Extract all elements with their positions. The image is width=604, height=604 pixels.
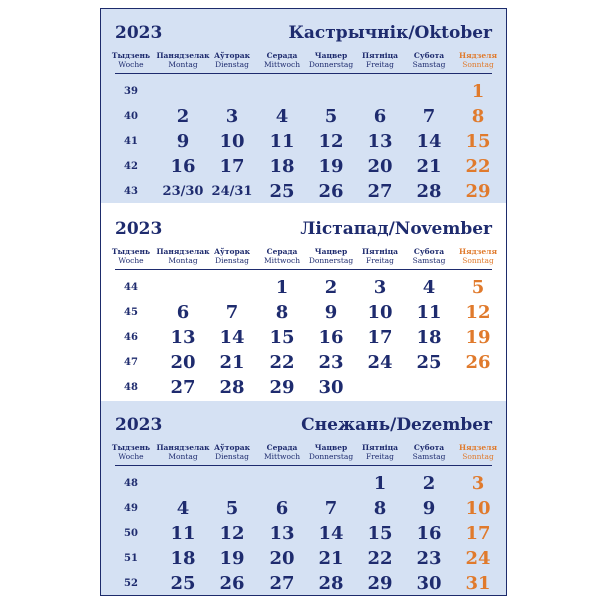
year-label: 2023	[115, 23, 163, 43]
day-cell: 20	[170, 352, 196, 373]
week-number: 39	[124, 86, 138, 97]
weekday-name-by: Чацвер	[314, 51, 348, 60]
day-cell: 29	[465, 181, 491, 202]
month-panel-november	[101, 205, 506, 399]
day-cell: 15	[367, 523, 393, 544]
month-title: Снежань/Dezember	[301, 415, 492, 435]
day-cell: 4	[422, 277, 436, 298]
weekday-name-by: Аўторак	[213, 443, 251, 452]
day-cell: 17	[219, 156, 245, 177]
day-cell: 24	[367, 352, 393, 373]
week-number: 44	[124, 282, 138, 293]
day-cell: 29	[269, 377, 295, 398]
day-cell: 19	[219, 548, 245, 569]
day-cell: 6	[275, 498, 289, 519]
weekday-name-de: Freitag	[366, 256, 394, 265]
day-cell: 15	[465, 131, 491, 152]
month-title: Лістапад/November	[300, 219, 492, 239]
month-title: Кастрычнік/Oktober	[288, 23, 492, 43]
weekday-name-by: Нядзеля	[458, 51, 497, 60]
weekday-header	[103, 247, 159, 265]
weekday-name-by: Чацвер	[314, 247, 348, 256]
day-cell: 1	[471, 81, 485, 102]
weekday-name-by: Тыдзень	[111, 247, 151, 256]
weekday-name-de: Sonntag	[462, 256, 494, 265]
day-cell: 7	[422, 106, 436, 127]
day-cell: 8	[275, 302, 289, 323]
day-cell: 28	[416, 181, 442, 202]
year-label: 2023	[115, 219, 163, 239]
weekday-name-de: Freitag	[366, 60, 394, 69]
week-number: 41	[124, 136, 138, 147]
weekday-header	[155, 51, 211, 69]
weekday-header	[401, 443, 457, 461]
weekday-header	[401, 247, 457, 265]
weekday-header	[254, 443, 310, 461]
week-number: 43	[124, 186, 138, 197]
day-cell: 16	[170, 156, 196, 177]
day-cell: 25	[269, 181, 295, 202]
day-cell: 16	[318, 327, 344, 348]
week-number: 40	[124, 111, 138, 122]
weekday-name-by: Панядзелак	[156, 51, 210, 60]
day-cell: 5	[471, 277, 485, 298]
week-number: 48	[124, 382, 138, 393]
day-cell: 30	[318, 377, 344, 398]
weekday-name-by: Серада	[266, 443, 298, 452]
weekday-header	[254, 247, 310, 265]
day-cell: 12	[318, 131, 344, 152]
weekday-header	[303, 247, 359, 265]
day-cell: 27	[367, 181, 393, 202]
day-cell: 20	[367, 156, 393, 177]
weekday-name-de: Mittwoch	[263, 256, 301, 265]
weekday-name-by: Аўторак	[213, 51, 251, 60]
weekday-name-de: Freitag	[366, 452, 394, 461]
weekday-name-de: Montag	[168, 60, 198, 69]
weekday-header	[155, 247, 211, 265]
weekday-name-de: Sonntag	[462, 60, 494, 69]
day-cell: 12	[219, 523, 245, 544]
day-cell: 7	[324, 498, 338, 519]
day-cell: 22	[465, 156, 491, 177]
day-cell: 11	[416, 302, 442, 323]
day-cell: 31	[465, 573, 491, 594]
weekday-name-de: Woche	[118, 452, 144, 461]
weekday-header	[352, 51, 408, 69]
weekday-header	[352, 443, 408, 461]
weekday-header	[303, 51, 359, 69]
weekday-name-de: Dienstag	[215, 60, 249, 69]
weekday-header	[303, 443, 359, 461]
day-cell: 28	[318, 573, 344, 594]
week-number: 52	[124, 578, 138, 589]
week-number: 50	[124, 528, 138, 539]
weekday-name-by: Нядзеля	[458, 443, 497, 452]
day-cell: 20	[269, 548, 295, 569]
weekday-name-by: Серада	[266, 51, 298, 60]
weekday-header	[450, 443, 506, 461]
weekday-header	[450, 247, 506, 265]
weekday-name-by: Пятніца	[361, 51, 398, 60]
weekday-header	[401, 51, 457, 69]
weekday-header	[450, 51, 506, 69]
day-cell: 7	[225, 302, 239, 323]
weekday-name-by: Тыдзень	[111, 443, 151, 452]
day-cell: 11	[269, 131, 295, 152]
weekday-name-de: Donnerstag	[308, 452, 354, 461]
day-cell: 13	[269, 523, 295, 544]
day-cell: 22	[269, 352, 295, 373]
day-cell: 23/30	[162, 184, 204, 199]
day-cell: 5	[225, 498, 239, 519]
weekday-name-by: Субота	[413, 247, 445, 256]
weekday-name-by: Серада	[266, 247, 298, 256]
weekday-name-by: Тыдзень	[111, 51, 151, 60]
week-number: 45	[124, 307, 138, 318]
weekday-name-de: Donnerstag	[308, 60, 354, 69]
weekday-name-by: Пятніца	[361, 443, 398, 452]
day-cell: 4	[176, 498, 190, 519]
day-cell: 13	[367, 131, 393, 152]
weekday-name-de: Donnerstag	[308, 256, 354, 265]
weekday-header	[204, 443, 260, 461]
day-cell: 10	[367, 302, 393, 323]
weekday-header	[204, 247, 260, 265]
day-cell: 11	[170, 523, 196, 544]
weekday-name-by: Панядзелак	[156, 247, 210, 256]
day-cell: 13	[170, 327, 196, 348]
weekday-header	[103, 51, 159, 69]
day-cell: 24/31	[211, 184, 253, 199]
day-cell: 3	[471, 473, 485, 494]
day-cell: 18	[170, 548, 196, 569]
day-cell: 12	[465, 302, 491, 323]
day-cell: 21	[416, 156, 442, 177]
weekday-name-de: Mittwoch	[263, 452, 301, 461]
day-cell: 1	[373, 473, 387, 494]
weekday-name-by: Чацвер	[314, 443, 348, 452]
day-cell: 9	[324, 302, 338, 323]
weekday-name-de: Montag	[168, 452, 198, 461]
year-label: 2023	[115, 415, 163, 435]
day-cell: 10	[219, 131, 245, 152]
day-cell: 2	[422, 473, 436, 494]
week-number: 48	[124, 478, 138, 489]
day-cell: 8	[373, 498, 387, 519]
day-cell: 27	[269, 573, 295, 594]
day-cell: 29	[367, 573, 393, 594]
header-divider	[115, 73, 492, 74]
day-cell: 5	[324, 106, 338, 127]
day-cell: 18	[416, 327, 442, 348]
day-cell: 24	[465, 548, 491, 569]
day-cell: 3	[225, 106, 239, 127]
day-cell: 26	[219, 573, 245, 594]
day-cell: 17	[367, 327, 393, 348]
day-cell: 30	[416, 573, 442, 594]
day-cell: 19	[465, 327, 491, 348]
day-cell: 14	[318, 523, 344, 544]
day-cell: 17	[465, 523, 491, 544]
weekday-name-de: Woche	[118, 60, 144, 69]
month-panel-december	[101, 401, 506, 595]
weekday-header	[103, 443, 159, 461]
day-cell: 15	[269, 327, 295, 348]
day-cell: 22	[367, 548, 393, 569]
weekday-name-de: Dienstag	[215, 452, 249, 461]
day-cell: 3	[373, 277, 387, 298]
weekday-name-de: Montag	[168, 256, 198, 265]
day-cell: 1	[275, 277, 289, 298]
day-cell: 18	[269, 156, 295, 177]
weekday-name-de: Samstag	[412, 60, 446, 69]
weekday-name-de: Sonntag	[462, 452, 494, 461]
day-cell: 2	[324, 277, 338, 298]
day-cell: 26	[318, 181, 344, 202]
weekday-name-de: Dienstag	[215, 256, 249, 265]
day-cell: 27	[170, 377, 196, 398]
weekday-name-by: Субота	[413, 443, 445, 452]
day-cell: 21	[219, 352, 245, 373]
weekday-name-de: Woche	[118, 256, 144, 265]
week-number: 47	[124, 357, 138, 368]
weekday-name-by: Панядзелак	[156, 443, 210, 452]
header-divider	[115, 465, 492, 466]
weekday-name-by: Нядзеля	[458, 247, 497, 256]
day-cell: 10	[465, 498, 491, 519]
calendar-sheet	[100, 8, 507, 596]
header-divider	[115, 269, 492, 270]
day-cell: 8	[471, 106, 485, 127]
week-number: 42	[124, 161, 138, 172]
day-cell: 2	[176, 106, 190, 127]
day-cell: 19	[318, 156, 344, 177]
day-cell: 26	[465, 352, 491, 373]
day-cell: 6	[176, 302, 190, 323]
day-cell: 23	[416, 548, 442, 569]
weekday-name-by: Субота	[413, 51, 445, 60]
week-number: 49	[124, 503, 138, 514]
day-cell: 16	[416, 523, 442, 544]
day-cell: 23	[318, 352, 344, 373]
weekday-header	[254, 51, 310, 69]
weekday-name-de: Mittwoch	[263, 60, 301, 69]
month-panel-october	[101, 9, 506, 203]
day-cell: 6	[373, 106, 387, 127]
weekday-name-de: Samstag	[412, 256, 446, 265]
day-cell: 21	[318, 548, 344, 569]
day-cell: 14	[416, 131, 442, 152]
week-number: 51	[124, 553, 138, 564]
day-cell: 14	[219, 327, 245, 348]
week-number: 46	[124, 332, 138, 343]
weekday-name-de: Samstag	[412, 452, 446, 461]
day-cell: 9	[176, 131, 190, 152]
weekday-header	[155, 443, 211, 461]
day-cell: 9	[422, 498, 436, 519]
day-cell: 25	[170, 573, 196, 594]
day-cell: 28	[219, 377, 245, 398]
weekday-name-by: Пятніца	[361, 247, 398, 256]
day-cell: 4	[275, 106, 289, 127]
day-cell: 25	[416, 352, 442, 373]
weekday-header	[204, 51, 260, 69]
weekday-name-by: Аўторак	[213, 247, 251, 256]
weekday-header	[352, 247, 408, 265]
